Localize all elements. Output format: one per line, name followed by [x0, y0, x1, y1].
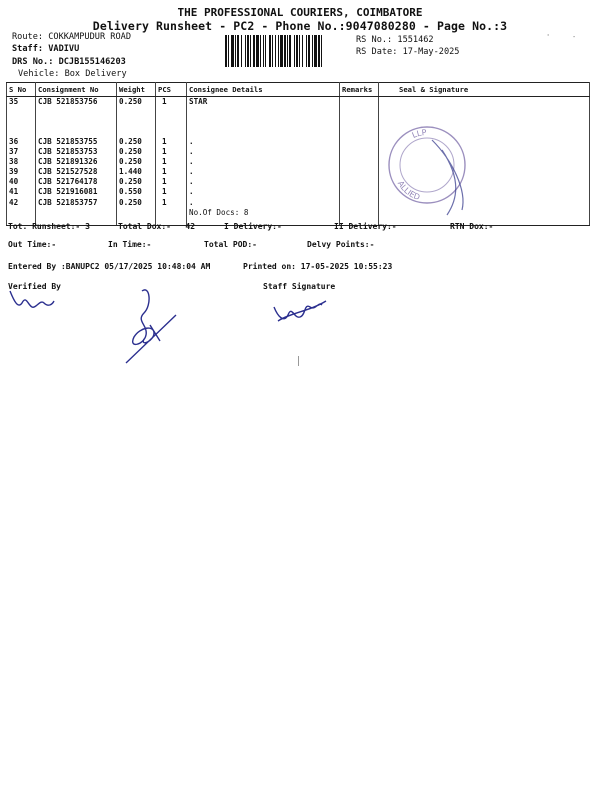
- out-time: Out Time:-: [8, 240, 57, 249]
- barcode-bar: [253, 35, 255, 67]
- column-consignment: [36, 97, 117, 226]
- barcode-bar: [245, 35, 246, 67]
- barcode-bar: [231, 35, 234, 67]
- cell-weight: 0.250: [119, 97, 142, 106]
- column-sno: [7, 97, 36, 226]
- cell-consignee: STAR: [189, 97, 208, 106]
- column-consignee: [187, 97, 340, 226]
- cell-consignee: .: [189, 137, 194, 146]
- col-header-consignment: Consignment No: [36, 83, 117, 97]
- cell-consignment: CJB 521853757: [38, 197, 98, 207]
- stamp-text-top: LLP: [410, 127, 427, 141]
- cell-weight: 0.250: [119, 177, 142, 187]
- cell-consignment: CJB 521527528: [38, 167, 98, 177]
- verified-by-label: Verified By: [8, 282, 61, 291]
- barcode-bar: [250, 35, 251, 67]
- barcode-bar: [284, 35, 286, 67]
- cell-consignment: CJB 521853756: [38, 97, 98, 106]
- staff-label: Staff: VADIVU: [12, 44, 80, 54]
- cell-weight: 0.550: [119, 187, 142, 197]
- runsheet-title: Delivery Runsheet - PC2 - Phone No.:9047080280 - Page No.:3: [92, 19, 508, 33]
- barcode-bar: [241, 35, 242, 67]
- company-stamp: [372, 110, 482, 220]
- cell-consignee: .: [189, 177, 194, 187]
- i-delivery: I Delivery:-: [224, 222, 282, 231]
- col-header-weight: Weight: [117, 83, 156, 97]
- barcode-bar: [314, 35, 317, 67]
- barcode-bar: [287, 35, 288, 67]
- barcode-bar: [321, 35, 322, 67]
- staff-signature-label: Staff Signature: [263, 282, 336, 291]
- rs-number: RS No.: 1551462: [356, 35, 434, 45]
- barcode-bar: [296, 35, 298, 67]
- scan-mark: [298, 356, 299, 366]
- stamp-text-bottom: ALLIED: [395, 179, 422, 203]
- cell-sno: 39: [9, 167, 19, 177]
- barcode-bar: [302, 35, 303, 67]
- barcode-bar: [247, 35, 249, 67]
- cell-weight: 0.250: [119, 197, 142, 207]
- cell-sno: 35: [9, 97, 19, 106]
- cell-pcs: 1: [162, 157, 167, 167]
- cell-consignee: .: [189, 187, 194, 197]
- barcode-bar: [312, 35, 313, 67]
- cell-consignee: .: [189, 157, 194, 167]
- col-header-remarks: Remarks: [340, 83, 379, 97]
- cell-sno: 41: [9, 187, 19, 197]
- barcode-bar: [294, 35, 295, 67]
- cell-pcs: 1: [162, 187, 167, 197]
- barcode-image: [225, 35, 348, 67]
- cell-weight: 0.250: [119, 157, 142, 167]
- company-name: THE PROFESSIONAL COURIERS, COIMBATORE: [177, 6, 423, 19]
- in-time: In Time:-: [108, 240, 152, 249]
- cell-weight: 1.440: [119, 167, 142, 177]
- runsheet-table: [6, 82, 590, 226]
- rtn-dox: RTN Dox:-: [450, 222, 494, 231]
- col-header-seal: Seal & Signature: [379, 83, 590, 97]
- barcode-bar: [299, 35, 300, 67]
- cell-pcs: 1: [162, 197, 167, 207]
- col-header-sno: S No: [7, 83, 36, 97]
- barcode-bar: [235, 35, 236, 67]
- cell-weight: 0.250: [119, 147, 142, 157]
- cell-sno: 38: [9, 157, 19, 167]
- no-of-docs: No.Of Docs: 8: [189, 207, 249, 217]
- cell-pcs: 1: [162, 147, 167, 157]
- barcode-bar: [256, 35, 259, 67]
- cell-consignee: .: [189, 167, 194, 177]
- barcode-bar: [278, 35, 279, 67]
- cell-pcs: 1: [162, 177, 167, 187]
- barcode-bar: [275, 35, 276, 67]
- cell-consignee: .: [189, 147, 194, 157]
- cell-consignee: .: [189, 197, 194, 207]
- barcode-bar: [280, 35, 283, 67]
- barcode-bar: [272, 35, 273, 67]
- cell-sno: 36: [9, 137, 19, 146]
- vehicle-label: Vehicle: Box Delivery: [18, 69, 127, 79]
- tot-runsheet: Tot. Runsheet:- 3: [8, 222, 90, 231]
- entered-by: Entered By :BANUPC2 05/17/2025 10:48:04 AM: [8, 262, 211, 271]
- cell-consignment: CJB 521853753: [38, 147, 98, 157]
- cell-pcs: 1: [162, 97, 167, 106]
- col-header-pcs: PCS: [156, 83, 187, 97]
- barcode-bar: [260, 35, 261, 67]
- delvy-points: Delvy Points:-: [307, 240, 375, 249]
- barcode-bar: [228, 35, 229, 67]
- cell-consignment: CJB 521764178: [38, 177, 98, 187]
- col-header-consignee: Consignee Details: [187, 83, 340, 97]
- cell-pcs: 1: [162, 137, 167, 146]
- barcode-bar: [269, 35, 271, 67]
- printed-on: Printed on: 17-05-2025 10:55:23: [243, 262, 393, 271]
- ii-delivery: II Delivery:-: [334, 222, 397, 231]
- scan-mark: -: [572, 33, 577, 41]
- verified-signature: [6, 285, 58, 315]
- barcode-bar: [308, 35, 310, 67]
- scan-mark: ': [546, 33, 551, 41]
- drs-number: DRS No.: DCJB155146203: [12, 57, 126, 67]
- cell-pcs: 1: [162, 167, 167, 177]
- handwritten-signature: [120, 285, 182, 367]
- column-pcs: [156, 97, 187, 226]
- barcode-bar: [237, 35, 239, 67]
- cell-consignment: CJB 521891326: [38, 157, 98, 167]
- cell-sno: 40: [9, 177, 19, 187]
- barcode-bar: [289, 35, 291, 67]
- barcode-bar: [318, 35, 320, 67]
- cell-sno: 42: [9, 197, 19, 207]
- total-pod: Total POD:-: [204, 240, 257, 249]
- staff-signature: [270, 293, 330, 327]
- cell-consignment: CJB 521853755: [38, 137, 98, 146]
- cell-consignment: CJB 521916081: [38, 187, 98, 197]
- column-weight: [117, 97, 156, 226]
- total-dox: Total Dox:- 42: [118, 222, 196, 231]
- barcode-bar: [225, 35, 227, 67]
- barcode-bar: [263, 35, 264, 67]
- route-label: Route: COKKAMPUDUR ROAD: [12, 32, 131, 42]
- barcode-bar: [306, 35, 307, 67]
- rs-date: RS Date: 17-May-2025: [356, 47, 460, 57]
- barcode-bar: [265, 35, 266, 67]
- cell-weight: 0.250: [119, 137, 142, 146]
- cell-sno: 37: [9, 147, 19, 157]
